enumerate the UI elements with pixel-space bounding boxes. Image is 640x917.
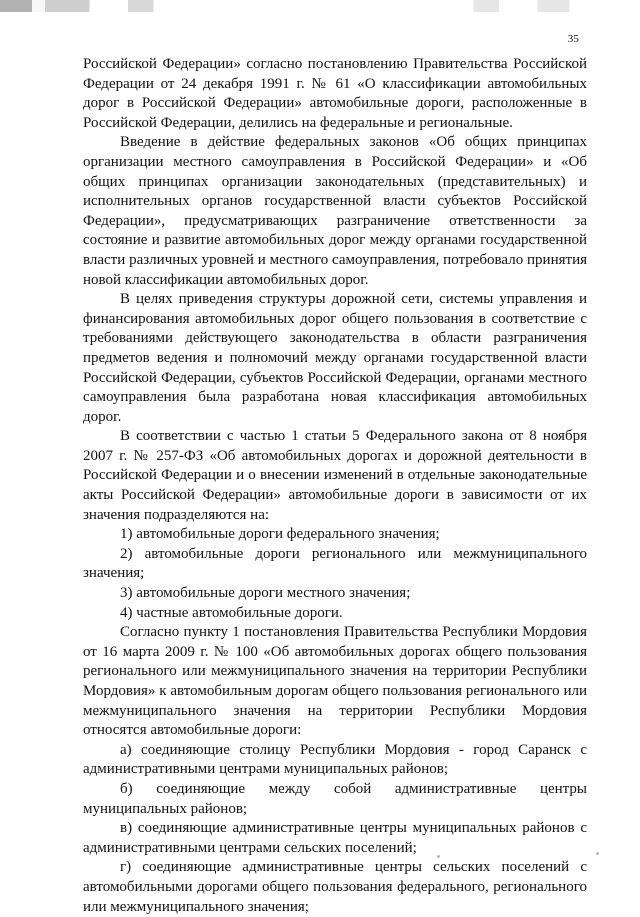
list-item-federal-roads: 1) автомобильные дороги федерального значения; xyxy=(120,526,440,543)
paragraph-federal-laws: Введение в действие федеральных законов «Об общих принципах организации местного самоуправления в Российской Федерации» и «Об общих принципах организации законодательных (представительных) и исполнительных органов государственной власти субъектов Российской Федерации», предусматривающих разграничение ответственности за состояние и развитие автомобильных дорог между органами государственной власти различных уровней и местного самоуправления, потребовало принятия новой классификации автомобильных дорог. xyxy=(83,134,587,288)
paragraph-road-network: В целях приведения структуры дорожной сети, системы управления и финансирования автомобильных дорог общего пользования в соответствие с требованиями действующего законодательства в области разграничения предметов ведения и полномочий между органами государственной власти Российской Федерации, субъектов Российской Федерации, органами местного самоуправления была разработана новая классификация автомобильных дорог. xyxy=(83,291,587,425)
list-item-regional-roads: 2) автомобильные дороги регионального или межмуниципального значения; xyxy=(83,545,587,582)
scan-dot xyxy=(437,855,440,858)
list-item-local-roads: 3) автомобильные дороги местного значения; xyxy=(120,585,411,602)
paragraph-continuation: Российской Федерации» согласно постановлению Правительства Российской Федерации от 24 декабря 1991 г. № 61 «О классификации автомобильных дорог в Российской Федерации» автомобильные дороги, расположенные в Российской Федерации, делились на федеральные и региональные. xyxy=(83,56,587,131)
page-number: 35 xyxy=(567,33,579,45)
paragraph-mordovia-resolution: Согласно пункту 1 постановления Правительства Республики Мордовия от 16 марта 2009 г. № 100 «Об автомобильных дорогах общего пользования регионального или межмуниципального значения на территории Республики Мордовия» к автомобильным дорогам общего пользования регионального или межмуниципального значения на территории Республики Мордовия относятся автомобильные дороги: xyxy=(83,624,587,739)
scan-dot xyxy=(596,852,599,855)
scan-edge-noise xyxy=(0,0,640,12)
list-item-c: в) соединяющие административные центры муниципальных районов с административными центрами сельских поселений; xyxy=(83,820,587,856)
document-body xyxy=(83,55,587,917)
list-item-b: б) соединяющие между собой административные центры муниципальных районов; xyxy=(83,780,587,817)
list-item-d: г) соединяющие административные центры сельских поселений с автомобильными дорогами общего пользования федерального, регионального или межмуниципального значения; xyxy=(83,859,587,915)
list-item-private-roads: 4) частные автомобильные дороги. xyxy=(120,604,343,621)
paragraph-federal-law-257: В соответствии с частью 1 статьи 5 Федерального закона от 8 ноября 2007 г. № 257-ФЗ «Об автомобильных дорогах и дорожной деятельности в Российской Федерации и о внесении изменений в отдельные законодательные акты Российской Федерации» автомобильные дороги в зависимости от их значения подразделяются на: xyxy=(83,428,587,523)
list-item-a: а) соединяющие столицу Республики Мордовия - город Саранск с административными центрами муниципальных районов; xyxy=(83,741,587,778)
